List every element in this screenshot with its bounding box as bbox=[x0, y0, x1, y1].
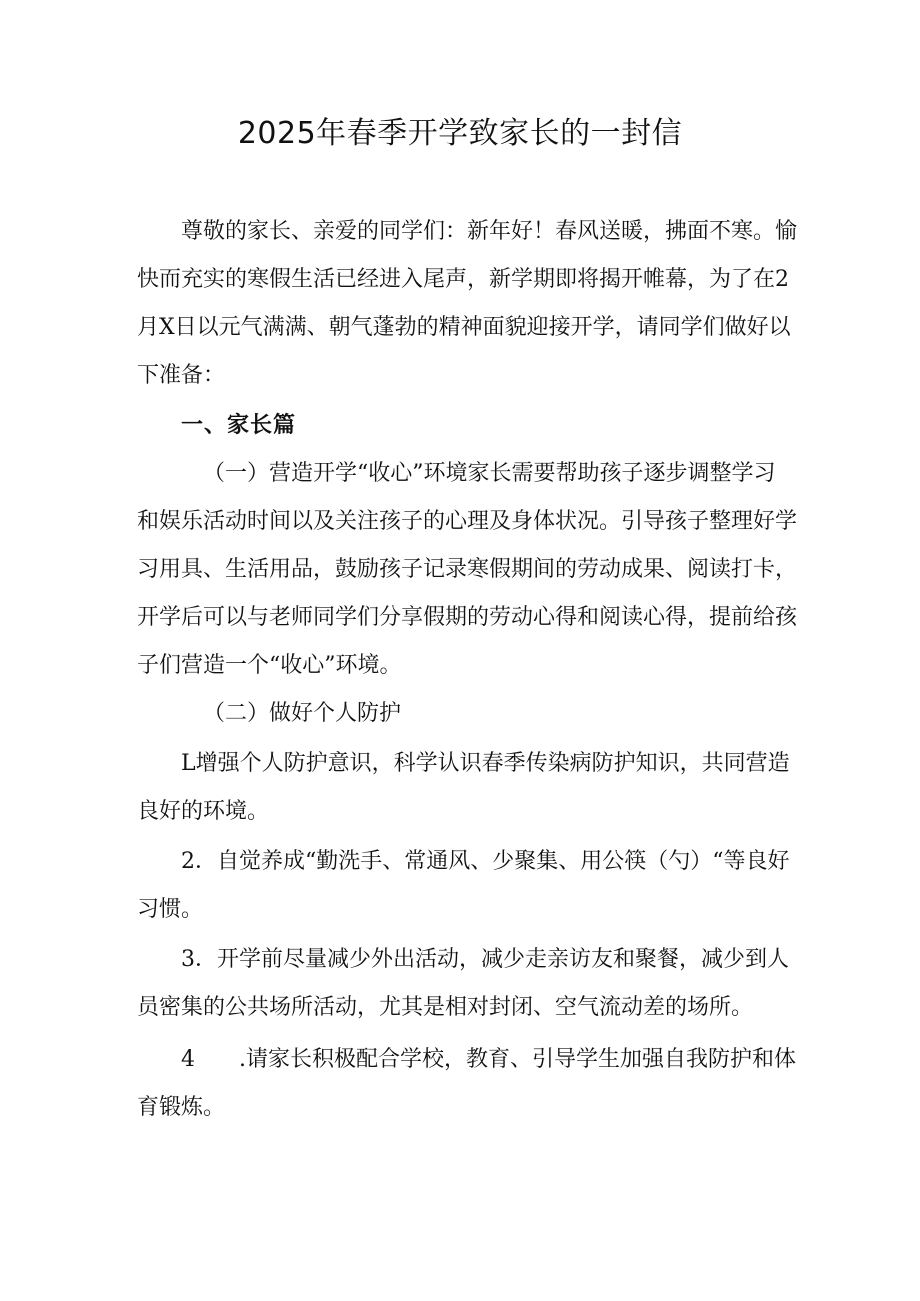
document-body bbox=[137, 208, 797, 1132]
greeting-paragraph: 尊敬的家长、亲爱的同学们：新年好！春风送暖，拂面不寒。愉快而充实的寒假生活已经进入尾声，新学期即将揭开帷幕，为了在2月X日以元气满满、朝气蓬勃的精神面貌迎接开学，请同学们做好以下准备： bbox=[137, 219, 798, 388]
list-item-4: 4 .请家长积极配合学校，教育、引导学生加强自我防护和体育锻炼。 bbox=[137, 1047, 796, 1120]
list-item-3: 3．开学前尽量减少外出活动，减少走亲访友和聚餐，减少到人员密集的公共场所活动，尤其是相对封闭、空气流动差的场所。 bbox=[137, 947, 789, 1020]
list-item-2: 2．自觉养成“勤洗手、常通风、少聚集、用公筷（勺）“等良好习惯。 bbox=[137, 849, 790, 922]
subsection-heading-2: （二）做好个人防护 bbox=[203, 701, 402, 726]
subsection-paragraph-1: （一）营造开学“收心”环境家长需要帮助孩子逐步调整学习和娱乐活动时间以及关注孩子的心理及身体状况。引导孩子整理好学习用具、生活用品，鼓励孩子记录寒假期间的劳动成果、阅读打卡，开学后可以与老师同学们分享假期的劳动心得和阅读心得，提前给孩子们营造一个“收心”环境。 bbox=[137, 461, 798, 678]
list-item-1: L增强个人防护意识，科学认识春季传染病防护知识，共同营造良好的环境。 bbox=[137, 751, 790, 824]
section-heading-parents: 一、家长篇 bbox=[181, 413, 297, 438]
document-title: 2025年春季开学致家长的一封信 bbox=[237, 116, 683, 151]
